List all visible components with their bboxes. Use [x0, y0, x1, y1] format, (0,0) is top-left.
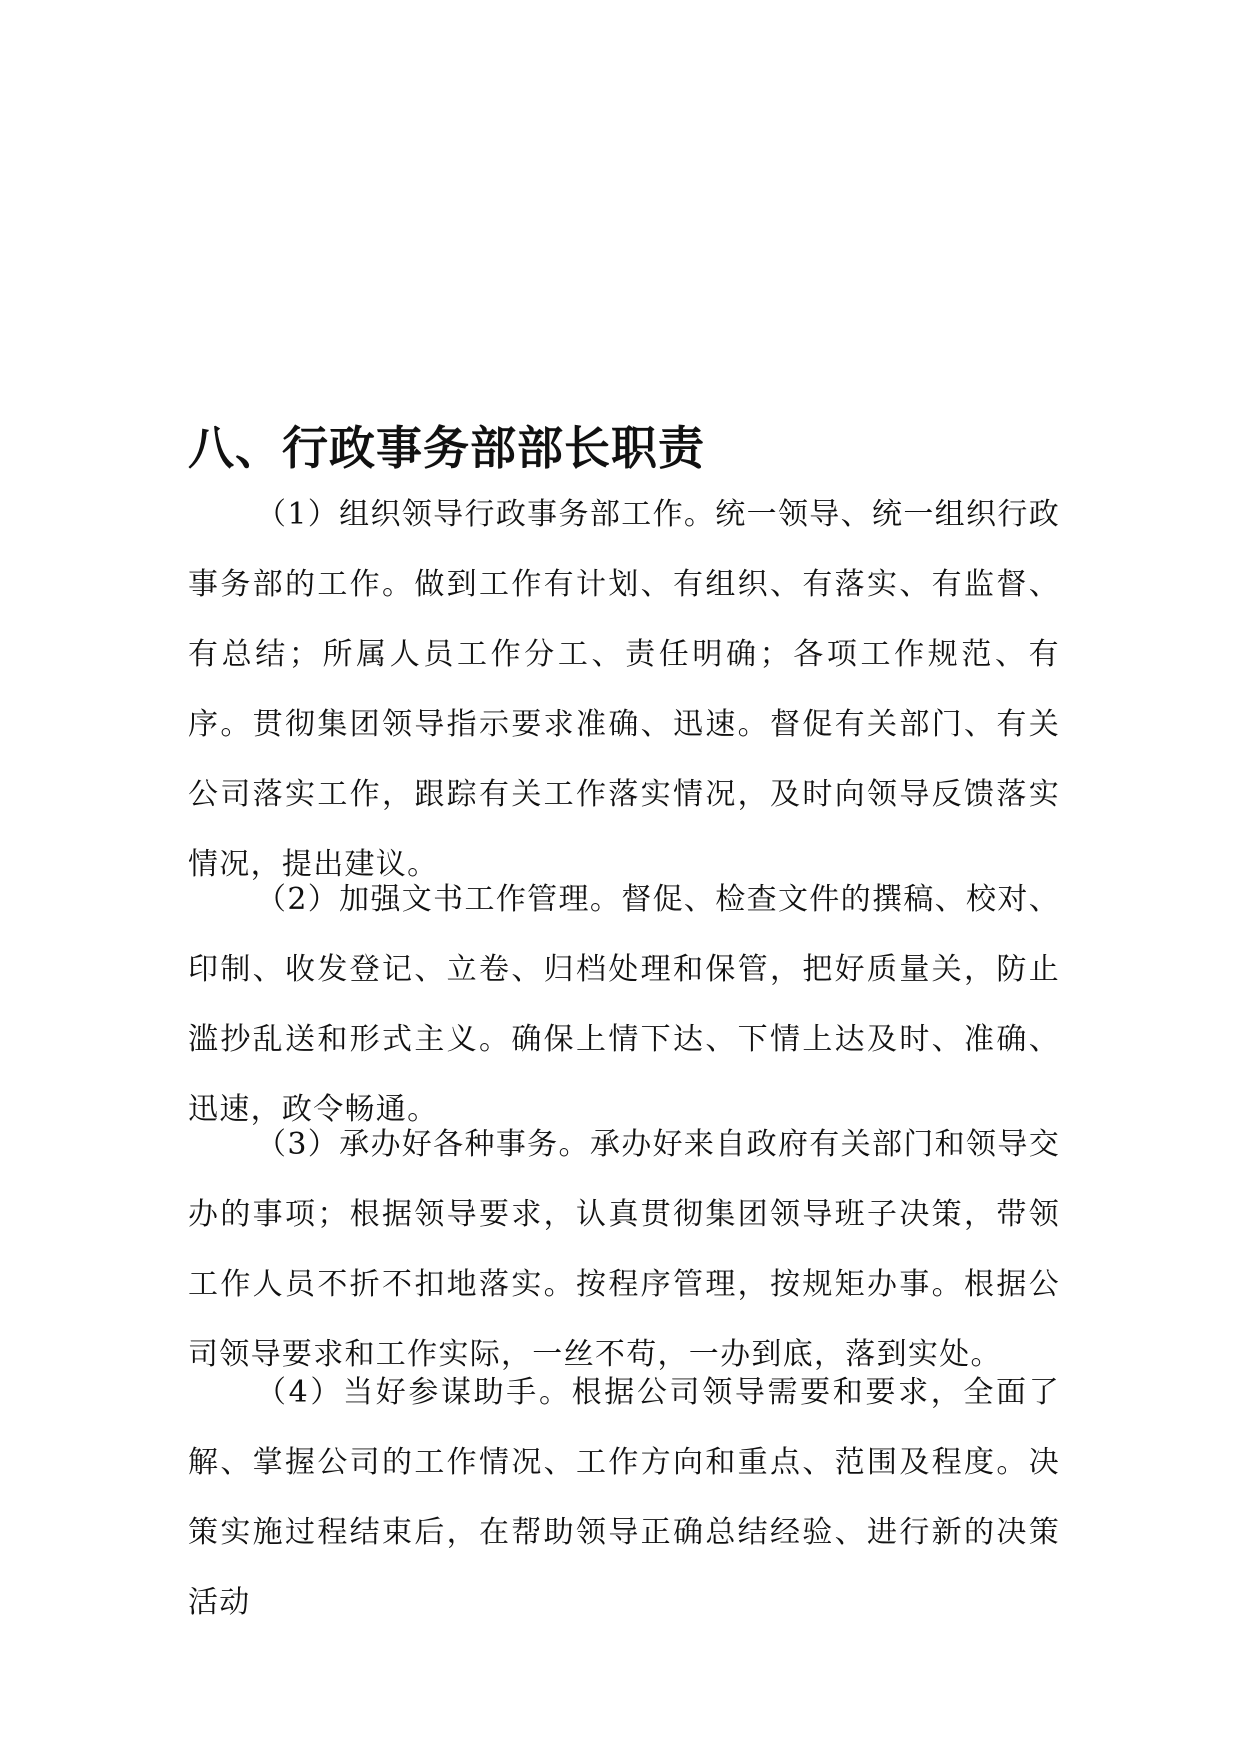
- paragraph-1: （1）组织领导行政事务部工作。统一领导、统一组织行政事务部的工作。做到工作有计划、有组织、有落实、有监督、有总结；所属人员工作分工、责任明确；各项工作规范、有序。贯彻集团领导指示要求准确、迅速。督促有关部门、有关公司落实工作，跟踪有关工作落实情况，及时向领导反馈落实情况，提出建议。: [188, 497, 1060, 882]
- section-heading: 八、行政事务部部长职责: [188, 421, 705, 475]
- paragraph-4: （4）当好参谋助手。根据公司领导需要和要求，全面了解、掌握公司的工作情况、工作方向和重点、范围及程度。决策实施过程结束后，在帮助领导正确总结经验、进行新的决策活动: [188, 1375, 1060, 1620]
- paragraph-3: （3）承办好各种事务。承办好来自政府有关部门和领导交办的事项；根据领导要求，认真贯彻集团领导班子决策，带领工作人员不折不扣地落实。按程序管理，按规矩办事。根据公司领导要求和工作实际，一丝不苟，一办到底，落到实处。: [188, 1127, 1060, 1372]
- paragraph-2: （2）加强文书工作管理。督促、检查文件的撰稿、校对、印制、收发登记、立卷、归档处理和保管，把好质量关，防止滥抄乱送和形式主义。确保上情下达、下情上达及时、准确、迅速，政令畅通。: [188, 882, 1060, 1127]
